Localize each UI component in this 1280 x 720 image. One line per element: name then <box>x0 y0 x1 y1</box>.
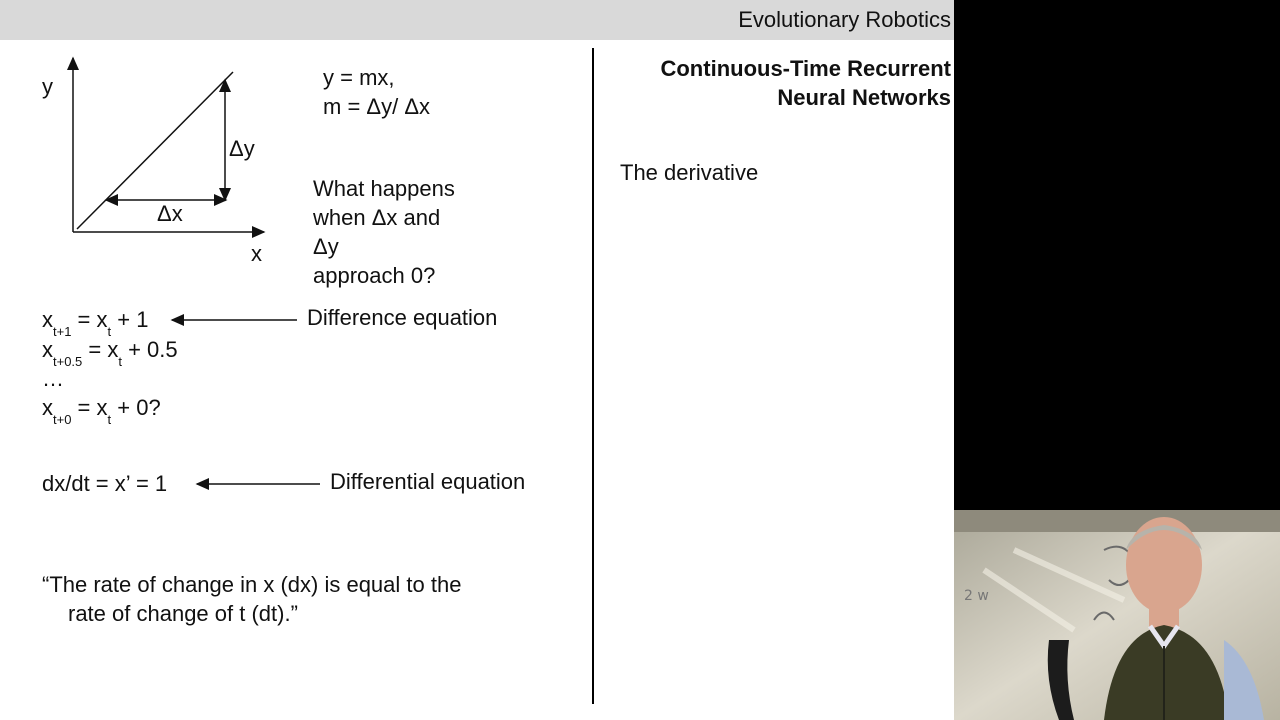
question-line-3: Δy <box>313 234 339 259</box>
column-divider <box>592 48 594 704</box>
difference-eq-3: $x_{t+0} = x_t + 0$? <box>42 395 161 427</box>
webcam-video <box>954 510 1280 720</box>
svg-text:2 w: 2 w <box>964 588 989 604</box>
question-line-1: What happens <box>313 176 455 201</box>
difference-eq-2: $x_{t+0.5} = x_t + 0.5$ <box>42 337 178 369</box>
slope-graph <box>0 0 300 270</box>
section-title-line2: Neural Networks <box>777 85 951 110</box>
slope-line <box>77 72 233 229</box>
difference-equation-label: Difference equation <box>307 305 498 330</box>
delta-x-label: Δx <box>157 201 183 226</box>
y-axis-label: y <box>42 74 53 99</box>
difference-eq-1: $x_{t+1} = x_t + 1$ <box>42 307 149 339</box>
quote-line-2: rate of change of t (dt).” <box>68 601 298 626</box>
section-title <box>660 54 951 112</box>
differential-arrow <box>185 474 325 494</box>
question-line-4: approach 0? <box>313 263 436 288</box>
presenter-image <box>954 510 1280 720</box>
ellipsis: … <box>42 366 64 391</box>
difference-arrow <box>160 310 310 330</box>
course-title: Evolutionary Robotics <box>738 7 951 32</box>
quote-line-1: “The rate of change in x (dx) is equal to the <box>42 572 462 597</box>
section-title-line1: Continuous-Time Recurrent <box>660 56 951 81</box>
slope-eq-line2: m = Δy/ Δx <box>323 94 431 119</box>
slope-eq-line1: y = mx, <box>323 65 395 90</box>
delta-y-label: Δy <box>229 136 255 161</box>
question-line-2: when Δx and <box>313 205 441 230</box>
differential-equation-label: Differential equation <box>330 469 526 494</box>
x-axis-label: x <box>251 241 262 266</box>
differential-eq: dx/dt = x’ = 1 <box>42 471 168 496</box>
derivative-label: The derivative <box>620 160 759 185</box>
